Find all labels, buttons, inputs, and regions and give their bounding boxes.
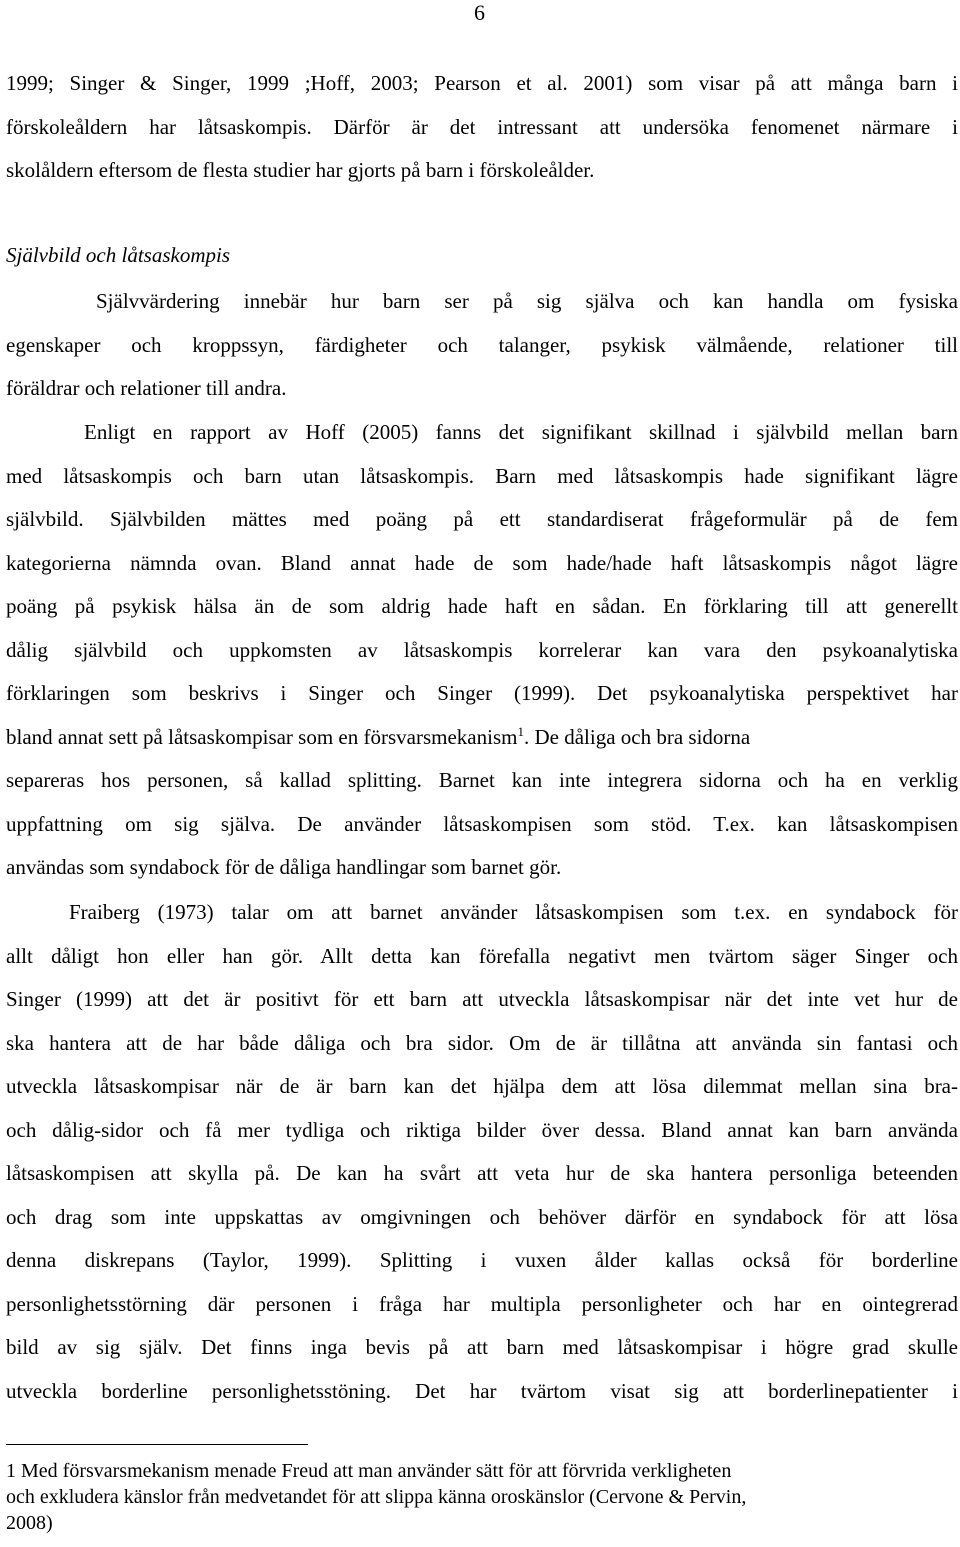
text-line: föräldrar och relationer till andra.	[6, 376, 287, 400]
footnote-divider	[6, 1444, 308, 1445]
footnote-reference[interactable]: 1	[517, 723, 524, 739]
text-line: utveckla låtsaskompisar när de är barn kan det hjälpa dem att lösa dilemmat mellan sina bra-	[6, 1074, 958, 1098]
text-line: självbild. Självbilden mättes med poäng på ett standardiserat frågeformulär på de fem	[6, 507, 958, 531]
text-line: allt dåligt hon eller han gör. Allt detta kan förefalla negativt men tvärtom säger Singer och	[6, 943, 958, 968]
paragraph-self-evaluation	[6, 280, 958, 411]
text-fragment: . De dåliga och bra sidorna	[523, 724, 751, 749]
text-line: utveckla borderline personlighetsstöning. Det har tvärtom visat sig att borderlinepatienter i	[6, 1378, 958, 1403]
text-line: separeras hos personen, så kallad splitting. Barnet kan inte integrera sidorna och ha en verklig	[6, 768, 958, 792]
text-line: och drag som inte uppskattas av omgivningen och behöver därför en syndabock för att lösa	[6, 1204, 958, 1229]
footnote-line: 2008)	[6, 1512, 53, 1534]
footnote-line: och exkludera känslor från medvetandet för att slippa känna oroskänslor (Cervone & Pervin,	[6, 1486, 747, 1508]
text-line: låtsaskompisen att skylla på. De kan ha svårt att veta hur de ska hantera personliga beteenden	[6, 1161, 958, 1185]
text-line: förskoleåldern har låtsaskompis. Därför är det intressant att undersöka fenomenet närmare i	[6, 114, 958, 139]
intro-paragraph	[6, 62, 958, 193]
text-line: med låtsaskompis och barn utan låtsaskompis. Barn med låtsaskompis hade signifikant lägre	[6, 463, 958, 488]
text-line: förklaringen som beskrivs i Singer och Singer (1999). Det psykoanalytiska perspektivet har	[6, 681, 958, 705]
text-line: bild av sig själv. Det finns inga bevis på att barn med låtsaskompisar i högre grad skulle	[6, 1335, 958, 1359]
text-line: personlighetsstörning där personen i fråga har multipla personligheter och har en ointegrerad	[6, 1291, 958, 1316]
text-line: och dålig-sidor och få mer tydliga och riktiga bilder över dessa. Bland annat kan barn använda	[6, 1117, 958, 1142]
text-line: kategorierna nämnda ovan. Bland annat hade de som hade/hade haft låtsaskompis något lägre	[6, 550, 958, 575]
footnote-marker: 1	[6, 1460, 16, 1482]
section-heading: Självbild och låtsaskompis	[6, 243, 230, 267]
text-line: egenskaper och kroppssyn, färdigheter och talanger, psykisk välmående, relationer till	[6, 332, 958, 357]
text-line: poäng på psykisk hälsa än de som aldrig hade haft en sådan. En förklaring till att generellt	[6, 594, 958, 618]
text-line: Singer (1999) att det är positivt för ett barn att utveckla låtsaskompisar när det inte vet hur de	[6, 987, 958, 1011]
text-line: skolåldern eftersom de flesta studier har gjorts på barn i förskoleålder.	[6, 158, 595, 182]
paragraph-fraiberg	[6, 891, 958, 1413]
text-line: Enligt en rapport av Hoff (2005) fanns det signifikant skillnad i självbild mellan barn	[84, 420, 958, 444]
text-line-with-footnote-ref	[6, 716, 958, 760]
text-line: dålig självbild och uppkomsten av låtsaskompis korrelerar kan vara den psykoanalytiska	[6, 637, 958, 662]
footnote-line	[6, 1458, 950, 1484]
text-line: 1999; Singer & Singer, 1999 ;Hoff, 2003; Pearson et al. 2001) som visar på att många barn i	[6, 71, 958, 95]
paragraph-hoff-report	[6, 411, 958, 890]
text-fragment: bland annat sett på låtsaskompisar som en försvarsmekanism	[6, 724, 518, 749]
footnote-text: Med försvarsmekanism menade Freud att man använder sätt för att förvrida verkligheten	[21, 1460, 732, 1482]
text-line: denna diskrepans (Taylor, 1999). Splitting i vuxen ålder kallas också för borderline	[6, 1248, 958, 1272]
text-line: användas som syndabock för de dåliga handlingar som barnet gör.	[6, 855, 562, 879]
footnote	[6, 1458, 950, 1536]
text-line: ska hantera att de har både dåliga och bra sidor. Om de är tillåtna att använda sin fantasi och	[6, 1030, 958, 1055]
text-line: Självvärdering innebär hur barn ser på sig själva och kan handla om fysiska	[96, 289, 958, 313]
text-line: Fraiberg (1973) talar om att barnet använder låtsaskompisen som t.ex. en syndabock för	[69, 900, 958, 924]
text-line: uppfattning om sig själva. De använder låtsaskompisen som stöd. T.ex. kan låtsaskompisen	[6, 811, 958, 836]
page-number: 6	[474, 0, 485, 25]
